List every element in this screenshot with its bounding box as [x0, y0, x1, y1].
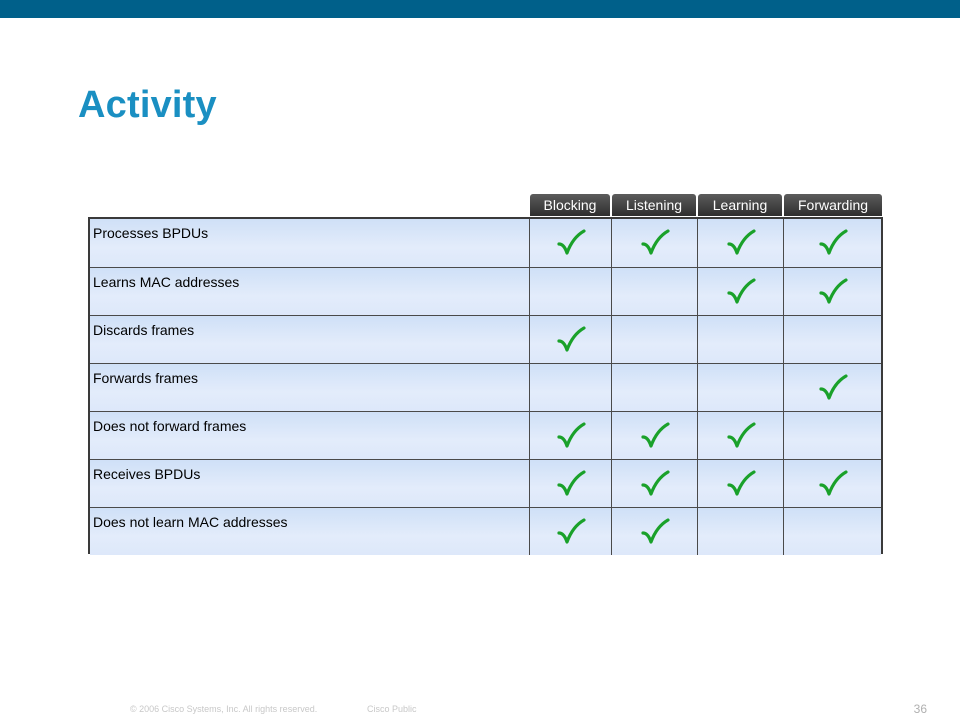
checkmark-icon [556, 326, 586, 354]
checkmark-icon [640, 422, 670, 450]
top-banner [0, 0, 960, 18]
state-cell-forwarding [783, 219, 881, 267]
row-label: Discards frames [93, 322, 195, 338]
column-header-forwarding: Forwarding [784, 194, 882, 216]
checkmark-icon [556, 470, 586, 498]
table-row [90, 459, 881, 507]
state-cell-forwarding [783, 316, 881, 363]
checkmark-icon [726, 278, 756, 306]
state-cell-forwarding [783, 460, 881, 507]
checkmark-icon [640, 229, 670, 257]
state-cell-blocking [529, 219, 611, 267]
state-cell-learning [697, 460, 783, 507]
row-label: Processes BPDUs [93, 225, 209, 241]
classification-text: Cisco Public [367, 704, 417, 714]
port-states-table [88, 217, 883, 554]
checkmark-icon [818, 229, 848, 257]
checkmark-icon [640, 470, 670, 498]
state-cell-listening [611, 412, 697, 459]
checkmark-icon [818, 374, 848, 402]
state-cell-listening [611, 364, 697, 411]
state-cell-learning [697, 268, 783, 315]
table-row [90, 219, 881, 267]
row-label-cell [90, 268, 529, 315]
state-cell-forwarding [783, 364, 881, 411]
state-cell-listening [611, 508, 697, 555]
state-cell-blocking [529, 460, 611, 507]
row-label: Does not learn MAC addresses [93, 514, 288, 530]
state-cell-forwarding [783, 268, 881, 315]
state-cell-learning [697, 219, 783, 267]
column-header-learning: Learning [698, 194, 782, 216]
column-header-blocking: Blocking [530, 194, 610, 216]
row-label-cell [90, 460, 529, 507]
state-cell-forwarding [783, 508, 881, 555]
page-number: 36 [913, 702, 927, 716]
table-row [90, 411, 881, 459]
state-cell-learning [697, 364, 783, 411]
checkmark-icon [640, 518, 670, 546]
state-cell-learning [697, 412, 783, 459]
state-cell-blocking [529, 412, 611, 459]
checkmark-icon [726, 470, 756, 498]
state-cell-listening [611, 268, 697, 315]
state-cell-blocking [529, 316, 611, 363]
table-row [90, 507, 881, 555]
checkmark-icon [726, 229, 756, 257]
row-label-cell [90, 316, 529, 363]
row-label-cell [90, 219, 529, 267]
state-cell-listening [611, 219, 697, 267]
state-cell-listening [611, 316, 697, 363]
table-row [90, 267, 881, 315]
state-cell-forwarding [783, 412, 881, 459]
checkmark-icon [556, 518, 586, 546]
copyright-text: © 2006 Cisco Systems, Inc. All rights reserved. [130, 704, 318, 714]
row-label-cell [90, 364, 529, 411]
state-cell-learning [697, 316, 783, 363]
row-label: Receives BPDUs [93, 466, 201, 482]
slide-title: Activity [78, 84, 217, 126]
column-header-listening: Listening [612, 194, 696, 216]
table-row [90, 363, 881, 411]
row-label-cell [90, 412, 529, 459]
row-label: Forwards frames [93, 370, 199, 386]
checkmark-icon [818, 470, 848, 498]
state-cell-blocking [529, 268, 611, 315]
table-row [90, 315, 881, 363]
row-label: Learns MAC addresses [93, 274, 240, 290]
state-cell-blocking [529, 364, 611, 411]
state-cell-learning [697, 508, 783, 555]
checkmark-icon [818, 278, 848, 306]
checkmark-icon [726, 422, 756, 450]
state-cell-listening [611, 460, 697, 507]
checkmark-icon [556, 229, 586, 257]
row-label-cell [90, 508, 529, 555]
checkmark-icon [556, 422, 586, 450]
state-cell-blocking [529, 508, 611, 555]
row-label: Does not forward frames [93, 418, 247, 434]
